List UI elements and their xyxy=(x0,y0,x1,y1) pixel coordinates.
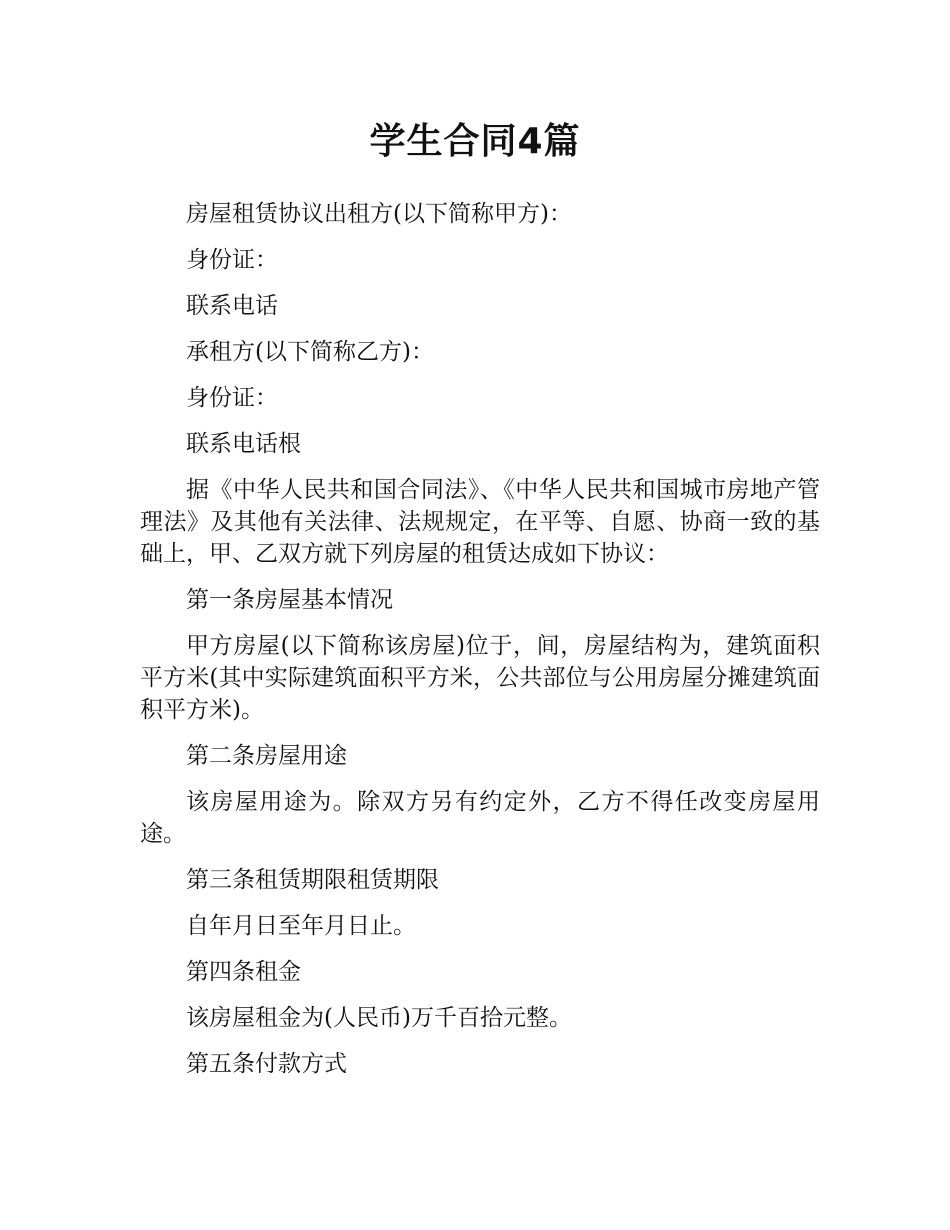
section-heading: 第五条付款方式 xyxy=(186,1051,347,1077)
paragraph: 自年月日至年月日止。 xyxy=(186,913,416,939)
document-title: 学生合同4篇 xyxy=(369,121,581,162)
paragraph: 该房屋租金为(人民币)万千百拾元整。 xyxy=(186,1005,572,1031)
document-body xyxy=(140,198,820,1094)
paragraph: 联系电话 xyxy=(186,293,278,319)
paragraph: 承租方(以下简称乙方)： xyxy=(186,339,434,365)
section-heading: 第二条房屋用途 xyxy=(186,743,347,769)
section-heading: 第四条租金 xyxy=(186,959,301,985)
paragraph: 身份证： xyxy=(186,385,278,411)
paragraph: 甲方房屋(以下简称该房屋)位于，间，房屋结构为，建筑面积平方米(其中实际建筑面积平方米，公共部位与公用房屋分摊建筑面积平方米)。 xyxy=(140,633,820,723)
paragraph: 房屋租赁协议出租方(以下简称甲方)： xyxy=(186,201,572,227)
paragraph: 联系电话根 xyxy=(186,431,301,457)
paragraph: 据《中华人民共和国合同法》、《中华人民共和国城市房地产管理法》及其他有关法律、法规规定，在平等、自愿、协商一致的基础上，甲、乙双方就下列房屋的租赁达成如下协议： xyxy=(140,477,820,567)
section-heading: 第三条租赁期限租赁期限 xyxy=(186,867,439,893)
section-heading: 第一条房屋基本情况 xyxy=(186,587,393,613)
paragraph: 该房屋用途为。除双方另有约定外，乙方不得任改变房屋用途。 xyxy=(140,789,820,847)
paragraph: 身份证： xyxy=(186,247,278,273)
